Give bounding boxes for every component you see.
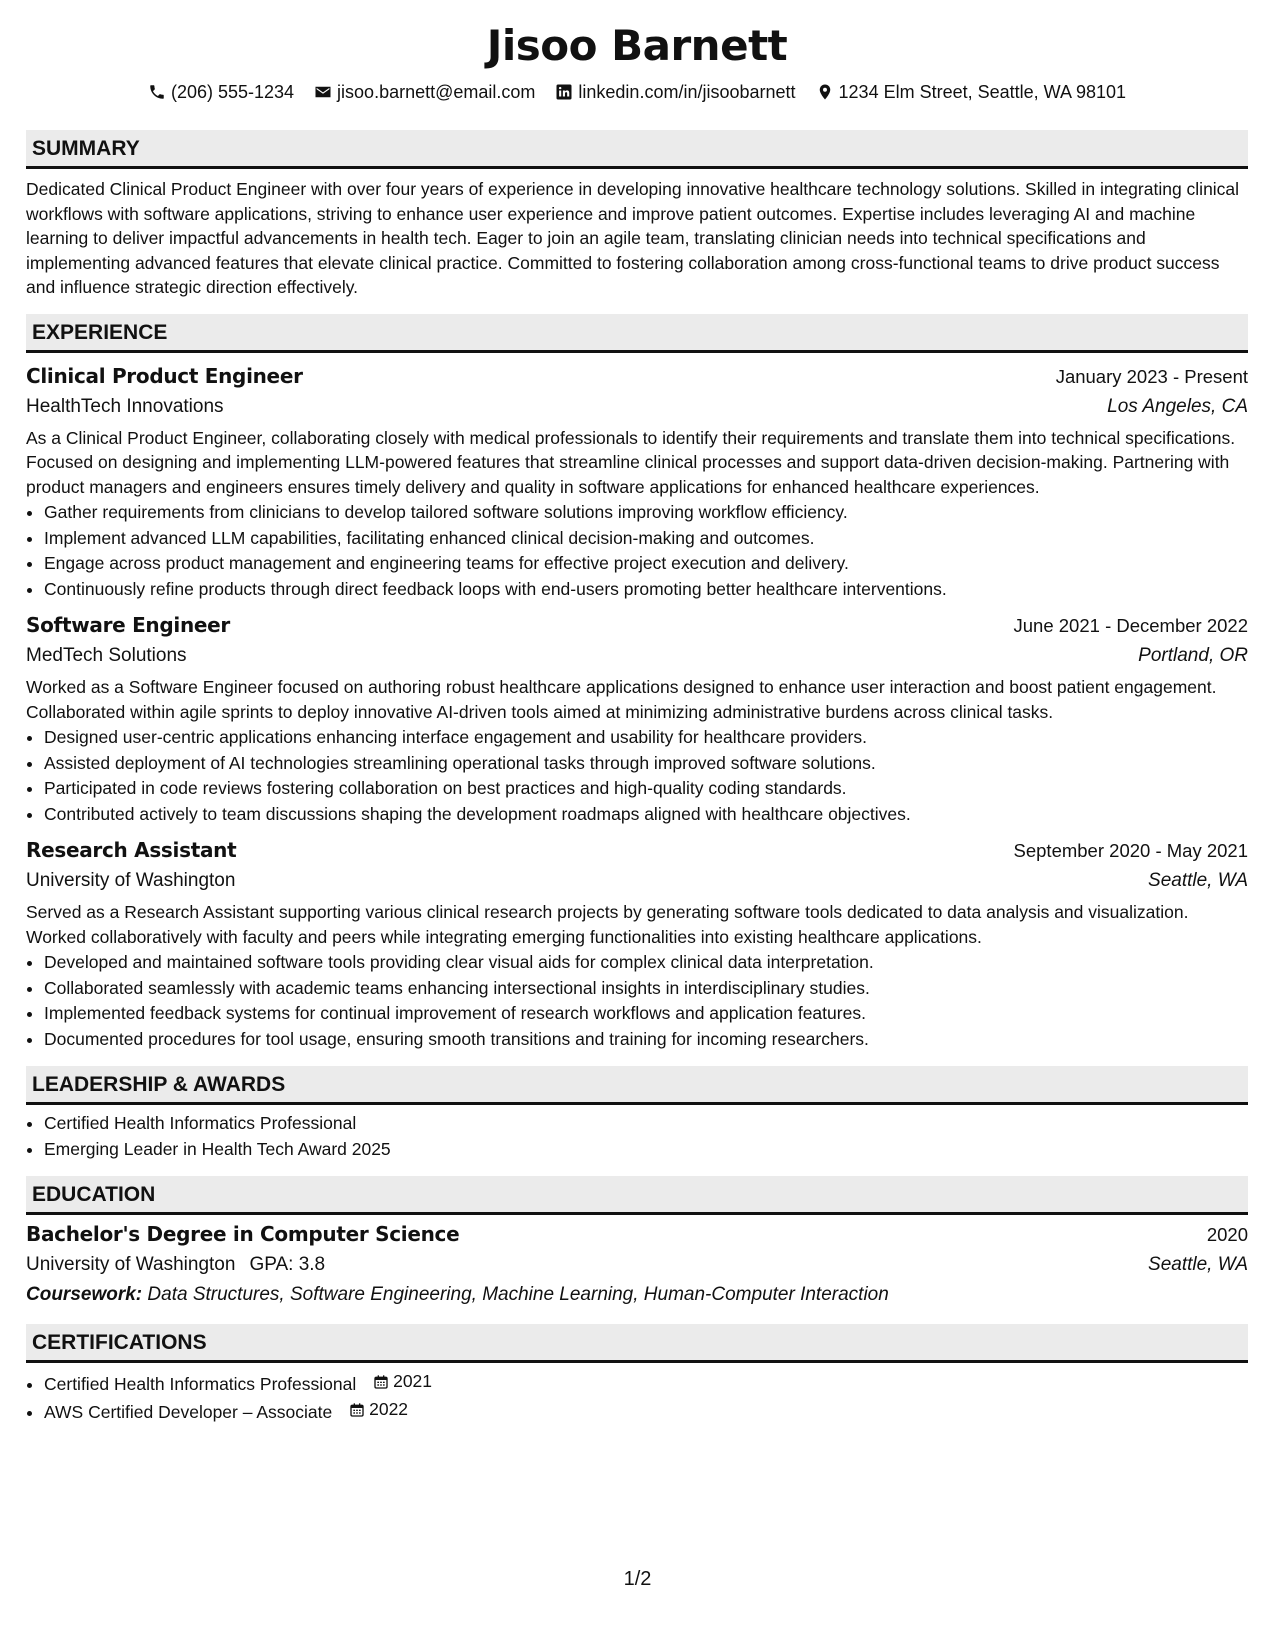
cert-name: Certified Health Informatics Professional xyxy=(44,1373,357,1394)
job-dates: January 2023 - Present xyxy=(1055,365,1248,387)
list-item: • Gather requirements from clinicians to develop tailored software solutions improving workflow efficiency. xyxy=(44,500,1248,526)
cert-name: AWS Certified Developer – Associate xyxy=(44,1402,333,1422)
job-company: University of Washington xyxy=(26,870,236,891)
phone-text: (206) 555-1234 xyxy=(170,82,295,102)
graduation-year: 2020 xyxy=(1206,1224,1248,1245)
job-dates: June 2021 - December 2022 xyxy=(1013,615,1248,636)
job-bullets xyxy=(26,725,1248,827)
list-item: • Emerging Leader in Health Tech Award 2025 xyxy=(44,1137,1248,1163)
leadership-heading: LEADERSHIP & AWARDS xyxy=(26,1066,1248,1105)
coursework xyxy=(26,1280,1248,1310)
leadership-section xyxy=(26,1066,1248,1162)
calendar-icon xyxy=(373,1374,389,1390)
contact-phone[interactable] xyxy=(148,80,294,104)
resume-page xyxy=(26,18,1248,1426)
degree-title: Bachelor's Degree in Computer Science xyxy=(26,1222,460,1246)
candidate-name: Jisoo Barnett xyxy=(486,21,788,70)
list-item: • Certified Health Informatics Professional xyxy=(44,1111,1248,1137)
job-entry xyxy=(26,610,1248,827)
job-description: As a Clinical Product Engineer, collaborating closely with medical professionals to identify their requirements and translate them into technical specifications. Focused on designing and implementing LLM-powered features that streamline clinical processes and support data-driven decision-making. Partnering with product managers and engineers ensures timely delivery and quality in software applications for enhanced healthcare experiences. xyxy=(26,427,1236,497)
job-bullets xyxy=(26,950,1248,1052)
page-number: 1/2 xyxy=(623,1568,652,1590)
coursework-list: Data Structures, Software Engineering, Machine Learning, Human-Computer Interaction xyxy=(147,1284,889,1305)
list-item: • Designed user-centric applications enhancing interface engagement and usability for healthcare providers. xyxy=(44,725,1248,751)
job-description: Served as a Research Assistant supporting various clinical research projects by generating software tools dedicated to data analysis and visualization. Worked collaboratively with faculty and peers while integrating emerging functionalities into existing healthcare applications. xyxy=(26,902,1189,947)
summary-text: Dedicated Clinical Product Engineer with over four years of experience in developing innovative healthcare technology solutions. Skilled in integrating clinical workflows with software applications, striving to enhance user experience and improve patient outcomes. Expertise includes leveraging AI and machine learning to deliver impactful advancements in health tech. Eager to join an agile team, translating clinician needs into technical specifications and implementing advanced features that elevate clinical practice. Committed to fostering collaboration among cross-functional teams to drive product success and influence strategic direction effectively. xyxy=(26,179,1240,297)
envelope-icon xyxy=(314,83,332,101)
certifications-list xyxy=(26,1369,1248,1426)
list-item: • Assisted deployment of AI technologies streamlining operational tasks through improved software solutions. xyxy=(44,751,1248,777)
cert-year xyxy=(349,1397,408,1423)
school-line xyxy=(26,1250,325,1280)
cert-year xyxy=(373,1369,432,1395)
list-item: • Implemented feedback systems for continual improvement of research workflows and application features. xyxy=(44,1001,1248,1027)
job-location: Seattle, WA xyxy=(1148,870,1248,891)
linkedin-icon xyxy=(555,83,573,101)
summary-heading: SUMMARY xyxy=(26,130,1248,169)
list-item: • Developed and maintained software tools providing clear visual aids for complex clinical data interpretation. xyxy=(44,950,1248,976)
list-item: • Contributed actively to team discussions shaping the development roadmaps aligned with healthcare objectives. xyxy=(44,802,1248,828)
list-item xyxy=(44,1369,1248,1397)
leadership-list xyxy=(26,1111,1248,1162)
address-text: 1234 Elm Street, Seattle, WA 98101 xyxy=(838,82,1127,102)
experience-heading: EXPERIENCE xyxy=(26,314,1248,353)
phone-icon xyxy=(148,83,166,101)
certifications-heading: CERTIFICATIONS xyxy=(26,1324,1248,1363)
contact-address xyxy=(816,80,1127,104)
list-item: • Collaborated seamlessly with academic teams enhancing intersectional insights in interdisciplinary studies. xyxy=(44,976,1248,1002)
job-location: Portland, OR xyxy=(1138,645,1248,666)
education-section xyxy=(26,1176,1248,1310)
job-location: Los Angeles, CA xyxy=(1107,395,1248,417)
job-description: Worked as a Software Engineer focused on authoring robust healthcare applications designed to enhance user interaction and boost patient engagement. Collaborated within agile sprints to deploy innovative AI-driven tools aimed at minimizing administrative burdens across clinical tasks. xyxy=(26,677,1217,722)
job-title: Research Assistant xyxy=(26,838,237,862)
list-item: • Documented procedures for tool usage, ensuring smooth transitions and training for incoming researchers. xyxy=(44,1027,1248,1053)
job-company: MedTech Solutions xyxy=(26,645,187,666)
calendar-icon xyxy=(349,1402,365,1418)
job-dates: September 2020 - May 2021 xyxy=(1013,840,1248,861)
contact-linkedin[interactable] xyxy=(555,80,795,104)
job-title: Software Engineer xyxy=(26,613,230,637)
cert-year-text: 2022 xyxy=(369,1399,409,1420)
summary-section xyxy=(26,130,1248,300)
experience-section xyxy=(26,314,1248,1053)
job-title: Clinical Product Engineer xyxy=(26,363,303,388)
list-item: • Engage across product management and engineering teams for effective project execution and delivery. xyxy=(44,551,1248,577)
map-pin-icon xyxy=(816,83,834,101)
coursework-label: Coursework: xyxy=(26,1284,143,1305)
list-item: • Continuously refine products through direct feedback loops with end-users promoting better healthcare interventions. xyxy=(44,577,1248,603)
job-bullets xyxy=(26,500,1248,602)
job-entry xyxy=(26,361,1248,603)
job-company: HealthTech Innovations xyxy=(26,395,224,417)
gpa: GPA: 3.8 xyxy=(249,1254,326,1275)
list-item: • Participated in code reviews fostering collaboration on best practices and high-quality coding standards. xyxy=(44,776,1248,802)
school-location: Seattle, WA xyxy=(1148,1254,1248,1275)
list-item: • Implement advanced LLM capabilities, facilitating enhanced clinical decision-making and outcomes. xyxy=(44,526,1248,552)
job-entry xyxy=(26,835,1248,1052)
contact-bar xyxy=(26,80,1248,104)
list-item xyxy=(44,1397,1248,1425)
cert-year-text: 2021 xyxy=(393,1371,433,1391)
contact-email[interactable] xyxy=(314,80,535,104)
linkedin-text: linkedin.com/in/jisoobarnett xyxy=(578,82,796,102)
school-name: University of Washington xyxy=(26,1254,236,1275)
education-heading: EDUCATION xyxy=(26,1176,1248,1215)
email-text: jisoo.barnett@email.com xyxy=(337,82,536,102)
certifications-section xyxy=(26,1324,1248,1426)
